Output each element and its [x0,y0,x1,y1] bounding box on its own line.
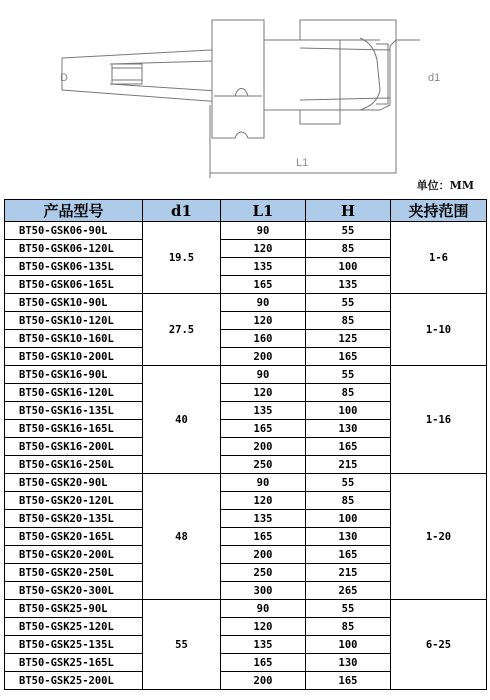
cell-model: BT50-GSK10-160L [5,330,143,348]
table-row [5,600,487,618]
cell-l1: 120 [221,618,306,636]
cell-model: BT50-GSK25-120L [5,618,143,636]
cell-h: 130 [306,528,391,546]
cell-model: BT50-GSK20-250L [5,564,143,582]
cell-clamping-range: 1-16 [391,366,487,474]
cell-h: 215 [306,456,391,474]
cell-d1: 19.5 [143,222,221,294]
cell-h: 135 [306,276,391,294]
cell-model: BT50-GSK20-300L [5,582,143,600]
cell-model: BT50-GSK06-120L [5,240,143,258]
cell-l1: 135 [221,510,306,528]
cell-l1: 90 [221,600,306,618]
cell-d1: 55 [143,600,221,690]
cell-l1: 200 [221,438,306,456]
cell-clamping-range: 1-20 [391,474,487,600]
table-header-row [5,200,487,222]
cell-model: BT50-GSK06-90L [5,222,143,240]
cell-l1: 165 [221,654,306,672]
cell-l1: 90 [221,222,306,240]
cell-model: BT50-GSK06-165L [5,276,143,294]
cell-h: 85 [306,312,391,330]
cell-h: 130 [306,420,391,438]
cell-model: BT50-GSK10-200L [5,348,143,366]
cell-l1: 90 [221,366,306,384]
cell-h: 100 [306,402,391,420]
dim-label-bottom: L1 [296,157,309,169]
cell-d1: 27.5 [143,294,221,366]
cell-h: 215 [306,564,391,582]
cell-l1: 90 [221,474,306,492]
cell-d1: 40 [143,366,221,474]
cell-l1: 165 [221,420,306,438]
cell-h: 165 [306,546,391,564]
dim-label-right: d1 [428,72,441,84]
cell-l1: 160 [221,330,306,348]
cell-model: BT50-GSK25-200L [5,672,143,690]
cell-h: 100 [306,510,391,528]
cell-l1: 165 [221,528,306,546]
cell-h: 55 [306,222,391,240]
cell-model: BT50-GSK20-135L [5,510,143,528]
cell-model: BT50-GSK16-90L [5,366,143,384]
cell-l1: 250 [221,564,306,582]
header-d1: d1 [143,200,221,222]
cell-model: BT50-GSK06-135L [5,258,143,276]
cell-l1: 165 [221,276,306,294]
cell-h: 85 [306,618,391,636]
spec-table [4,199,487,690]
cell-model: BT50-GSK16-250L [5,456,143,474]
cell-model: BT50-GSK16-120L [5,384,143,402]
header-l1: L1 [221,200,306,222]
cell-l1: 135 [221,258,306,276]
cell-d1: 48 [143,474,221,600]
cell-l1: 250 [221,456,306,474]
table-row [5,366,487,384]
cell-model: BT50-GSK25-135L [5,636,143,654]
cell-h: 100 [306,258,391,276]
cell-h: 165 [306,672,391,690]
table-row [5,294,487,312]
cell-h: 165 [306,348,391,366]
cell-l1: 300 [221,582,306,600]
cell-h: 130 [306,654,391,672]
cell-h: 55 [306,474,391,492]
cell-l1: 120 [221,384,306,402]
cell-model: BT50-GSK20-165L [5,528,143,546]
cell-h: 125 [306,330,391,348]
cell-l1: 120 [221,492,306,510]
cell-h: 85 [306,492,391,510]
cell-h: 85 [306,240,391,258]
cell-l1: 120 [221,312,306,330]
cell-h: 55 [306,600,391,618]
cell-model: BT50-GSK10-90L [5,294,143,312]
cell-clamping-range: 1-10 [391,294,487,366]
cell-l1: 120 [221,240,306,258]
cell-model: BT50-GSK16-135L [5,402,143,420]
table-row [5,474,487,492]
dim-label-left: D [60,72,68,84]
cell-l1: 135 [221,636,306,654]
cell-h: 55 [306,366,391,384]
cell-model: BT50-GSK20-120L [5,492,143,510]
cell-l1: 200 [221,672,306,690]
cell-model: BT50-GSK10-120L [5,312,143,330]
header-clamping-range: 夹持范围 [391,200,487,222]
cell-model: BT50-GSK16-165L [5,420,143,438]
header-h: H [306,200,391,222]
tool-holder-drawing [0,0,490,178]
cell-clamping-range: 1-6 [391,222,487,294]
cell-model: BT50-GSK20-200L [5,546,143,564]
cell-h: 55 [306,294,391,312]
cell-h: 85 [306,384,391,402]
table-row [5,222,487,240]
spec-table-body [5,222,487,690]
cell-l1: 90 [221,294,306,312]
cell-model: BT50-GSK25-90L [5,600,143,618]
header-model: 产品型号 [5,200,143,222]
cell-l1: 135 [221,402,306,420]
cell-model: BT50-GSK20-90L [5,474,143,492]
cell-h: 100 [306,636,391,654]
cell-model: BT50-GSK16-200L [5,438,143,456]
cell-h: 165 [306,438,391,456]
unit-label: 单位：MM [416,179,474,192]
cell-l1: 200 [221,348,306,366]
cell-clamping-range: 6-25 [391,600,487,690]
cell-l1: 200 [221,546,306,564]
cell-model: BT50-GSK25-165L [5,654,143,672]
cell-h: 265 [306,582,391,600]
